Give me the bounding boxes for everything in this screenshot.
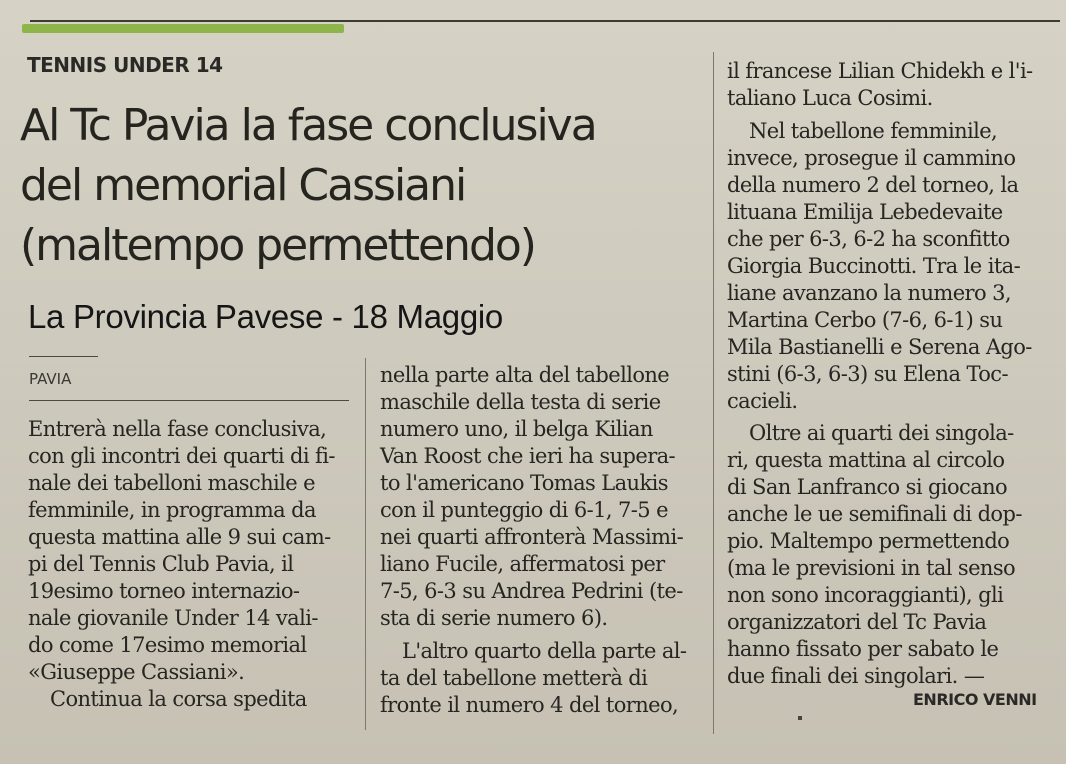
top-rule — [30, 20, 1060, 22]
text-line: sta di serie numero 6). — [380, 606, 608, 630]
text-line: Nel tabellone femminile, — [749, 119, 998, 143]
column-divider — [365, 358, 366, 730]
text-line: liano Fucile, affermatosi per — [380, 552, 665, 576]
text-line: Entrerà nella fase conclusiva, — [28, 417, 327, 441]
text-line: fronte il numero 4 del torneo, — [380, 693, 679, 717]
text-line: Continua la corsa spedita — [50, 687, 307, 711]
text-line: che per 6-3, 6-2 ha sconfitto — [727, 227, 1010, 251]
text-line: con gli incontri dei quarti di fi- — [28, 444, 335, 468]
text-line: maschile della testa di serie — [380, 390, 661, 414]
text-line: nella parte alta del tabellone — [380, 363, 670, 387]
text-line: femminile, in programma da — [28, 498, 316, 522]
text-line: numero uno, il belga Kilian — [380, 417, 653, 441]
article-column-1 — [28, 416, 358, 713]
text-line: cacieli. — [727, 389, 798, 413]
text-line: do come 17esimo memorial — [28, 633, 307, 657]
dateline: PAVIA — [29, 370, 72, 388]
text-line: ta del tabellone metterà di — [380, 666, 648, 690]
text-line: «Giuseppe Cassiani». — [28, 660, 245, 684]
text-line: Oltre ai quarti dei singola- — [749, 421, 1014, 445]
text-line: con il punteggio di 6-1, 7-5 e — [380, 498, 668, 522]
text-line: to l'americano Tomas Laukis — [380, 471, 668, 495]
text-line: lituana Emilija Lebedevaite — [727, 200, 1003, 224]
text-line: stini (6-3, 6-3) su Elena Toc- — [727, 362, 1008, 386]
text-line: taliano Luca Cosimi. — [727, 86, 933, 110]
source-caption: La Provincia Pavese - 18 Maggio — [28, 298, 503, 335]
text-line: non sono incoraggianti), gli — [727, 583, 1004, 607]
text-line: L'altro quarto della parte al- — [402, 639, 687, 663]
text-line: due finali dei singolari. — — [727, 664, 985, 688]
text-line: Giorgia Buccinotti. Tra le ita- — [727, 254, 1021, 278]
text-line: Mila Bastianelli e Serena Ago- — [727, 335, 1032, 359]
text-line: ri, questa mattina al circolo — [727, 448, 1005, 472]
text-line: (ma le previsioni in tal senso — [727, 556, 1016, 580]
text-line: nale dei tabelloni maschile e — [28, 471, 316, 495]
dateline-rule — [29, 356, 98, 357]
text-line: pio. Maltempo permettendo — [727, 529, 1010, 553]
text-line: della numero 2 del torneo, la — [727, 173, 1019, 197]
text-line: hanno fissato per sabato le — [727, 637, 999, 661]
article-column-2 — [380, 362, 705, 719]
text-line: il francese Lilian Chidekh e l'i- — [727, 59, 1033, 83]
text-line: Van Roost che ieri ha supera- — [380, 444, 676, 468]
article-column-3 — [727, 58, 1057, 690]
text-line: di San Lanfranco si giocano — [727, 475, 1008, 499]
byline: ENRICO VENNI — [913, 690, 1037, 709]
text-line: 7-5, 6-3 su Andrea Pedrini (te- — [380, 579, 683, 603]
text-line: invece, prosegue il cammino — [727, 146, 1016, 170]
column-divider — [713, 52, 714, 734]
section-label: TENNIS UNDER 14 — [27, 53, 223, 77]
text-line: nei quarti affronterà Massimi- — [380, 525, 684, 549]
text-line: pi del Tennis Club Pavia, il — [28, 552, 294, 576]
text-line: Martina Cerbo (7-6, 6-1) su — [727, 308, 1003, 332]
text-line: nale giovanile Under 14 vali- — [28, 606, 318, 630]
headline-line: Al Tc Pavia la fase conclusiva — [20, 100, 596, 151]
headline-line: (maltempo permettendo) — [20, 220, 535, 271]
text-line: liane avanzano la numero 3, — [727, 281, 1011, 305]
headline-line: del memorial Cassiani — [20, 160, 466, 211]
text-line: anche le ue semifinali di dop- — [727, 502, 1022, 526]
text-line: questa mattina alle 9 sui cam- — [28, 525, 331, 549]
section-color-bar — [22, 24, 344, 33]
text-line: organizzatori del Tc Pavia — [727, 610, 987, 634]
dateline-rule — [29, 400, 349, 401]
text-line: 19esimo torneo internazio- — [28, 579, 300, 603]
end-mark — [798, 716, 802, 720]
headline — [20, 96, 710, 276]
